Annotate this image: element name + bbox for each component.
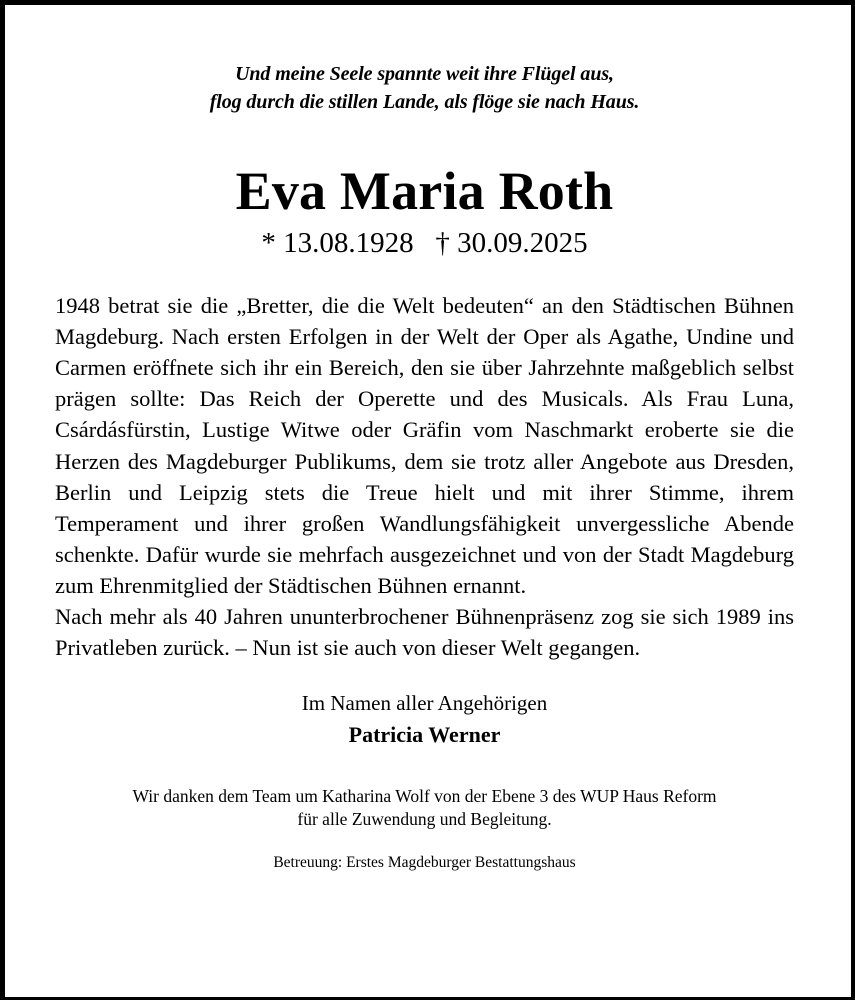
survivors-block bbox=[55, 690, 794, 749]
thanks-note bbox=[55, 785, 794, 832]
eulogy-paragraph-1: 1948 betrat sie die „Bretter, die die Welt bedeuten“ an den Städtischen Bühnen Magdeburg. Nach ersten Erfolgen in der Welt der Oper als Agathe, Undine und Carmen eröffnete sich ihr ein Bereich, den sie über Jahrzehnte maßgeblich selbst prägen sollte: Das Reich der Operette und des Musicals. Als Frau Luna, Csárdásfürstin, Lustige Witwe oder Gräfin vom Naschmarkt eroberte sie die Herzen des Magdeburger Publikums, dem sie trotz aller Angebote aus Dresden, Berlin und Leipzig stets die Treue hielt und mit ihrer Stimme, ihrem Temperament und ihrer großen Wandlungsfähigkeit unvergessliche Abende schenkte. Dafür wurde sie mehrfach ausgezeichnet und von der Stadt Magdeburg zum Ehrenmitglied der Städtischen Bühnen ernannt. bbox=[55, 292, 794, 599]
epitaph-line-2: flog durch die stillen Lande, als flöge sie nach Haus. bbox=[209, 91, 640, 114]
notice-inner-panel bbox=[5, 5, 851, 997]
epitaph-verse bbox=[55, 60, 794, 117]
survivors-intro: Im Namen aller Angehörigen bbox=[301, 690, 548, 715]
eulogy-paragraph-2: Nach mehr als 40 Jahren ununterbrochener Bühnenpräsenz zog sie sich 1989 ins Privatleben zurück. – Nun ist sie auch von dieser Welt gegangen. bbox=[55, 604, 794, 661]
notice-content bbox=[55, 5, 794, 873]
frame-border-right bbox=[851, 0, 855, 1000]
thanks-line-2: für alle Zuwendung und Begleitung. bbox=[297, 809, 552, 830]
eulogy-text bbox=[55, 290, 794, 664]
thanks-line-1: Wir danken dem Team um Katharina Wolf von der Ebene 3 des WUP Haus Reform bbox=[132, 785, 717, 806]
deceased-name: Eva Maria Roth bbox=[235, 160, 614, 221]
epitaph-line-1: Und meine Seele spannte weit ihre Flügel aus, bbox=[235, 63, 614, 85]
survivors-signer: Patricia Werner bbox=[348, 721, 501, 747]
undertaker-credit: Betreuung: Erstes Magdeburger Bestattungshaus bbox=[273, 854, 576, 872]
life-dates: * 13.08.1928 † 30.09.2025 bbox=[261, 226, 588, 259]
